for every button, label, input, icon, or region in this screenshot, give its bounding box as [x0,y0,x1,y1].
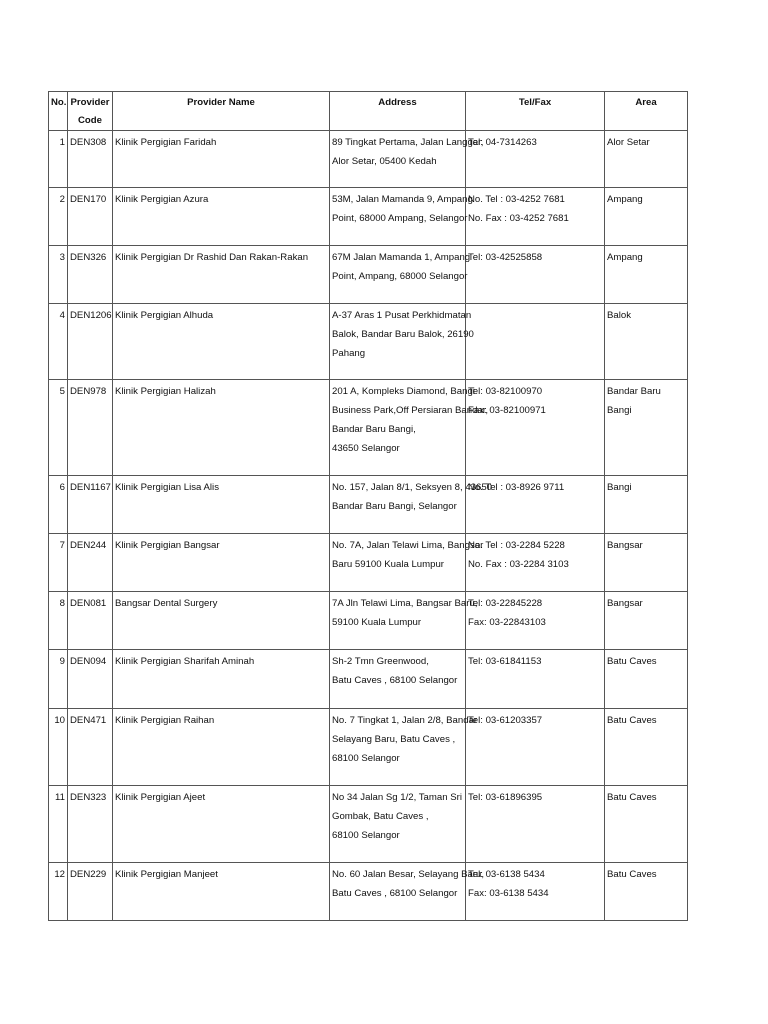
cell-tel-fax [466,786,605,863]
table-header-row [49,92,688,131]
header-tel-fax: Tel/Fax [466,92,605,131]
provider-list-sheet [48,91,687,921]
cell-address-line: Selayang Baru, Batu Caves , [332,734,456,745]
cell-tel-fax-line: Fax: 03-6138 5434 [468,888,549,899]
cell-no: 8 [49,592,68,650]
cell-provider-name: Klinik Pergigian Azura [113,188,330,246]
cell-address-line: Point, Ampang, 68000 Selangor [332,271,468,282]
cell-provider-name: Klinik Pergigian Raihan [113,709,330,786]
table-row [49,380,688,476]
table-row [49,709,688,786]
cell-tel-fax-line: No. Tel : 03-2284 5228 [468,540,565,551]
cell-no: 9 [49,650,68,709]
header-no: No. [49,92,68,131]
cell-address [330,786,466,863]
cell-address-line: No 34 Jalan Sg 1/2, Taman Sri [332,792,462,803]
cell-area: Alor Setar [605,131,688,188]
cell-address-line: A-37 Aras 1 Pusat Perkhidmatan [332,310,472,321]
cell-address [330,863,484,921]
cell-tel-fax-line: Tel: 04-7314263 [468,137,537,148]
cell-tel-fax-line: Tel: 03-82100970 [468,386,543,397]
cell-tel-fax-line: No. Tel : 03-4252 7681 [468,194,565,205]
cell-address [330,246,471,304]
cell-provider-name: Klinik Pergigian Bangsar [113,534,330,592]
table-row [49,131,688,188]
provider-table [48,91,688,921]
cell-provider-code: DEN229 [68,863,113,921]
header-provider-code-line-2: Code [78,115,102,126]
cell-address [330,592,478,650]
cell-address-line: Pahang [332,348,366,359]
cell-no: 2 [49,188,68,246]
cell-address-line: 53M, Jalan Mamanda 9, Ampang [332,194,473,205]
cell-tel-fax-line: Tel: 03-61841153 [468,656,542,667]
cell-no: 5 [49,380,68,476]
table-row [49,592,688,650]
cell-tel-fax-line: No. Fax : 03-2284 3103 [468,559,569,570]
cell-tel-fax [466,476,605,534]
cell-address-line: Point, 68000 Ampang, Selangor [332,213,468,224]
cell-address-line: Batu Caves , 68100 Selangor [332,888,458,899]
cell-address [330,380,489,476]
cell-address [330,709,478,786]
cell-provider-code: DEN326 [68,246,113,304]
header-area: Area [605,92,688,131]
cell-address-line: 43650 Selangor [332,443,400,454]
table-row [49,188,688,246]
cell-address-line: Bandar Baru Bangi, [332,424,416,435]
cell-no: 3 [49,246,68,304]
cell-area: Ampang [605,188,688,246]
cell-tel-fax [466,863,605,921]
cell-provider-name: Klinik Pergigian Manjeet [113,863,330,921]
header-provider-code [68,92,113,131]
cell-provider-name: Klinik Pergigian Ajeet [113,786,330,863]
cell-address-line: 59100 Kuala Lumpur [332,617,422,628]
cell-address-line: Baru 59100 Kuala Lumpur [332,559,445,570]
cell-provider-code: DEN471 [68,709,113,786]
cell-address-line: 68100 Selangor [332,830,400,841]
cell-address-line: Sh-2 Tmn Greenwood, [332,656,429,667]
cell-area: Balok [605,304,688,380]
cell-tel-fax [466,380,605,476]
cell-address-line: Alor Setar, 05400 Kedah [332,156,437,167]
cell-tel-fax-line: Fax: 03-22843103 [468,617,546,628]
cell-area: Bangsar [605,534,688,592]
cell-no: 1 [49,131,68,188]
cell-provider-code: DEN170 [68,188,113,246]
cell-tel-fax-line: No. Fax : 03-4252 7681 [468,213,569,224]
cell-area: Batu Caves [605,786,688,863]
cell-address-line: No. 7 Tingkat 1, Jalan 2/8, Bandar [332,715,478,726]
cell-area: Bandar Baru Bangi [605,380,688,476]
cell-tel-fax [466,304,605,380]
cell-tel-fax [466,592,605,650]
cell-provider-code: DEN094 [68,650,113,709]
cell-tel-fax-line: Tel: 03-22845228 [468,598,543,609]
cell-area: Ampang [605,246,688,304]
cell-tel-fax-line: Tel: 03-61203357 [468,715,543,726]
cell-area: Bangsar [605,592,688,650]
cell-provider-name: Klinik Pergigian Alhuda [113,304,330,380]
cell-tel-fax [466,534,605,592]
table-body [49,131,688,921]
header-provider-name: Provider Name [113,92,330,131]
cell-tel-fax-line: Fax: 03-82100971 [468,405,546,416]
cell-tel-fax [466,246,605,304]
cell-provider-name: Bangsar Dental Surgery [113,592,330,650]
cell-provider-name: Klinik Pergigian Dr Rashid Dan Rakan-Rakan [113,246,330,304]
cell-provider-code: DEN1206 [68,304,113,380]
cell-address-line: No. 7A, Jalan Telawi Lima, Bangsar [332,540,484,551]
cell-no: 10 [49,709,68,786]
cell-no: 7 [49,534,68,592]
cell-no: 4 [49,304,68,380]
table-row [49,650,688,709]
table-row [49,534,688,592]
cell-area: Batu Caves [605,709,688,786]
cell-no: 11 [49,786,68,863]
cell-address-line: Business Park,Off Persiaran Bandar, [332,405,489,416]
cell-address-line: Balok, Bandar Baru Balok, 26190 [332,329,474,340]
cell-address-line: No. 60 Jalan Besar, Selayang Baru, [332,869,484,880]
cell-no: 12 [49,863,68,921]
cell-provider-name: Klinik Pergigian Sharifah Aminah [113,650,330,709]
cell-address-line: Bandar Baru Bangi, Selangor [332,501,457,512]
cell-provider-name: Klinik Pergigian Faridah [113,131,330,188]
cell-address-line: 68100 Selangor [332,753,400,764]
cell-address [330,650,466,709]
cell-provider-code: DEN323 [68,786,113,863]
cell-provider-code: DEN308 [68,131,113,188]
cell-tel-fax-line: No. Tel : 03-8926 9711 [468,482,565,493]
table-row [49,863,688,921]
cell-provider-code: DEN244 [68,534,113,592]
cell-area: Batu Caves [605,863,688,921]
cell-address-line: Gombak, Batu Caves , [332,811,429,822]
cell-tel-fax-line: Tel: 03-42525858 [468,252,543,263]
cell-address [330,131,484,188]
cell-provider-name: Klinik Pergigian Lisa Alis [113,476,330,534]
cell-address-line: Batu Caves , 68100 Selangor [332,675,458,686]
cell-address [330,188,473,246]
cell-tel-fax [466,188,605,246]
table-row [49,304,688,380]
cell-address [330,534,484,592]
cell-provider-code: DEN978 [68,380,113,476]
cell-address-line: 7A Jln Telawi Lima, Bangsar Baru, [332,598,478,609]
cell-address-line: No. 157, Jalan 8/1, Seksyen 8, 43650 [332,482,493,493]
cell-address-line: 67M Jalan Mamanda 1, Ampang [332,252,471,263]
cell-tel-fax [466,131,605,188]
cell-tel-fax [466,709,605,786]
header-provider-code-line-1: Provider [70,97,110,108]
header-address: Address [330,92,466,131]
cell-area: Batu Caves [605,650,688,709]
cell-tel-fax-line: Tel: 03-61896395 [468,792,543,803]
cell-provider-code: DEN1167 [68,476,113,534]
cell-provider-name: Klinik Pergigian Halizah [113,380,330,476]
cell-provider-code: DEN081 [68,592,113,650]
table-row [49,786,688,863]
cell-tel-fax-line: Tel: 03-6138 5434 [468,869,545,880]
cell-address-line: 201 A, Kompleks Diamond, Bangi [332,386,475,397]
table-row [49,246,688,304]
cell-area: Bangi [605,476,688,534]
table-row [49,476,688,534]
cell-no: 6 [49,476,68,534]
cell-address-line: 89 Tingkat Pertama, Jalan Langgar, [332,137,484,148]
cell-address [330,476,493,534]
cell-tel-fax [466,650,605,709]
cell-address [330,304,474,380]
